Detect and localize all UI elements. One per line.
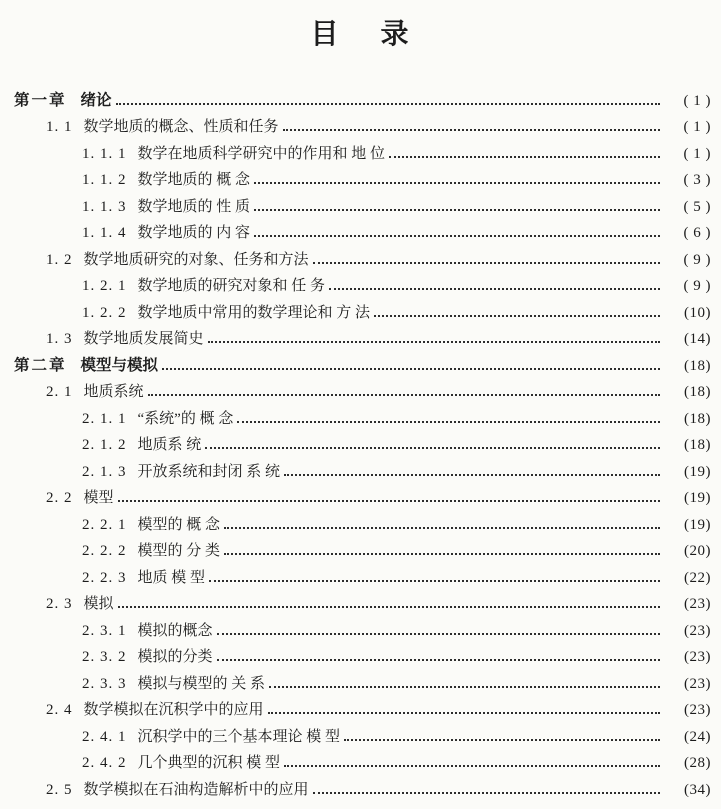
toc-entry bbox=[8, 190, 711, 217]
toc-entry bbox=[8, 720, 711, 747]
toc-entry-page: (18) bbox=[684, 437, 711, 453]
toc-entry bbox=[8, 455, 711, 482]
toc-entry-title: 数学地质研究的对象、任务和方法 bbox=[83, 251, 309, 268]
toc-entry bbox=[8, 217, 711, 244]
toc-entry bbox=[8, 164, 711, 191]
toc-entry bbox=[8, 747, 711, 774]
toc-entry-number: 2. 4. 1 bbox=[82, 728, 127, 745]
toc-entry-page: ( 3 ) bbox=[683, 172, 711, 188]
toc-entry-page: (23) bbox=[684, 649, 711, 665]
toc-entry-page: (34) bbox=[684, 781, 711, 798]
toc-entry bbox=[8, 84, 711, 111]
toc-entry bbox=[8, 376, 711, 403]
toc-entry-page: (22) bbox=[684, 569, 711, 586]
toc-entry-page: (19) bbox=[684, 463, 711, 480]
toc-entry-title: 数学地质发展简史 bbox=[83, 331, 204, 347]
toc-entry bbox=[8, 482, 711, 509]
toc-entry-number: 2. 3. 1 bbox=[82, 622, 127, 639]
dot-leader bbox=[254, 209, 660, 211]
toc-entry-page: (10) bbox=[684, 304, 711, 321]
toc-entry-number: 1. 1. 2 bbox=[82, 172, 127, 188]
toc-entry-page: ( 9 ) bbox=[683, 251, 711, 268]
toc-entry bbox=[8, 694, 711, 721]
dot-leader bbox=[374, 315, 660, 317]
dot-leader bbox=[283, 129, 660, 131]
dot-leader bbox=[254, 235, 660, 237]
toc-entry-page: (18) bbox=[684, 384, 711, 400]
toc-entry bbox=[8, 773, 711, 800]
toc-entry-title: 几个典型的沉积 模 型 bbox=[137, 755, 281, 771]
toc-entry-number: 2. 3. 2 bbox=[82, 649, 127, 665]
toc-entry-title: 数学地质的概念、性质和任务 bbox=[83, 119, 279, 135]
toc-entry bbox=[8, 429, 711, 456]
toc-entry-title: 模型与模拟 bbox=[80, 356, 159, 374]
toc-entry-page: (23) bbox=[684, 675, 711, 692]
toc-entry-page: (18) bbox=[684, 357, 711, 374]
dot-leader bbox=[329, 288, 660, 290]
toc-entry-page: ( 1 ) bbox=[683, 119, 711, 135]
dot-leader bbox=[148, 394, 660, 396]
toc-entry-number: 2. 2. 1 bbox=[82, 516, 127, 533]
dot-leader bbox=[313, 262, 660, 264]
toc-entry-number: 1. 1. 3 bbox=[82, 198, 127, 215]
toc-entry bbox=[8, 323, 711, 350]
toc-entry-title: 模拟的分类 bbox=[137, 649, 213, 665]
toc-entry-title: 模型 bbox=[83, 490, 114, 506]
toc-entry bbox=[8, 402, 711, 429]
toc-entry-title: 模拟的概念 bbox=[137, 622, 213, 639]
dot-leader bbox=[162, 368, 660, 370]
dot-leader bbox=[217, 659, 660, 661]
toc-entry-title: 数学地质的 内 容 bbox=[137, 225, 251, 241]
dot-leader bbox=[224, 527, 660, 529]
dot-leader bbox=[269, 686, 660, 688]
toc-entry-number: 1. 3 bbox=[46, 331, 73, 347]
toc-entry-number: 1. 1 bbox=[46, 119, 73, 135]
toc-entry-number: 2. 2. 3 bbox=[82, 569, 127, 586]
toc-entry bbox=[8, 243, 711, 270]
dot-leader bbox=[217, 633, 660, 635]
toc-entry bbox=[8, 561, 711, 588]
toc-entry-page: (20) bbox=[684, 543, 711, 559]
toc-entry-title: 数学模拟在沉积学中的应用 bbox=[83, 702, 264, 718]
toc-entry-page: (23) bbox=[684, 702, 711, 718]
toc-entry bbox=[8, 508, 711, 535]
toc-entry-title: 地质系 统 bbox=[137, 437, 202, 453]
toc-entry bbox=[8, 641, 711, 668]
toc-entry-title: 数学在地质科学研究中的作用和 地 位 bbox=[137, 145, 386, 162]
toc-entry-title: 数学地质的研究对象和 任 务 bbox=[137, 278, 326, 294]
toc-entry-page: (18) bbox=[684, 410, 711, 427]
dot-leader bbox=[118, 500, 660, 502]
toc-entry bbox=[8, 667, 711, 694]
toc-entry bbox=[8, 588, 711, 615]
toc-entry-number: 1. 1. 4 bbox=[82, 225, 127, 241]
toc-entry-title: 绪论 bbox=[80, 91, 112, 109]
toc-entry-number: 2. 1 bbox=[46, 384, 73, 400]
dot-leader bbox=[389, 156, 660, 158]
toc-entry-page: ( 1 ) bbox=[683, 145, 711, 162]
toc-entry-page: ( 9 ) bbox=[683, 278, 711, 294]
toc-entry-number: 第一章 bbox=[14, 91, 67, 109]
toc-entry-page: ( 6 ) bbox=[683, 225, 711, 241]
toc-entry-number: 2. 1. 3 bbox=[82, 463, 127, 480]
toc-entry-page: (23) bbox=[684, 622, 711, 639]
dot-leader bbox=[284, 765, 660, 767]
dot-leader bbox=[224, 553, 660, 555]
dot-leader bbox=[344, 739, 660, 741]
dot-leader bbox=[209, 580, 660, 582]
dot-leader bbox=[118, 606, 660, 608]
page-title: 目 录 bbox=[310, 19, 409, 50]
toc-entry-title: 模型的 概 念 bbox=[137, 516, 221, 533]
toc-entry-title: 数学地质的 概 念 bbox=[137, 172, 251, 188]
dot-leader bbox=[205, 447, 660, 449]
toc-entry-title: “系统”的 概 念 bbox=[137, 410, 234, 427]
toc-entry bbox=[8, 535, 711, 562]
toc-entry-title: 模拟 bbox=[83, 596, 114, 612]
toc-entry bbox=[8, 111, 711, 138]
dot-leader bbox=[313, 792, 660, 794]
toc-entry-number: 1. 2 bbox=[46, 251, 73, 268]
toc-entry bbox=[8, 349, 711, 376]
toc-entry-number: 2. 1. 1 bbox=[82, 410, 127, 427]
toc-entry-page: ( 1 ) bbox=[683, 92, 711, 109]
toc-entry-title: 数学地质的 性 质 bbox=[137, 198, 251, 215]
toc-entry-number: 2. 1. 2 bbox=[82, 437, 127, 453]
toc-entry-number: 2. 3. 3 bbox=[82, 675, 127, 692]
toc-entry-title: 数学模拟在石油构造解析中的应用 bbox=[83, 781, 309, 798]
toc-entry-number: 第二章 bbox=[14, 356, 67, 374]
toc-entry-number: 2. 5 bbox=[46, 781, 73, 798]
dot-leader bbox=[268, 712, 660, 714]
toc-entry-number: 1. 2. 2 bbox=[82, 304, 127, 321]
toc-entry-page: (24) bbox=[684, 728, 711, 745]
dot-leader bbox=[116, 103, 660, 105]
toc-entry-title: 地质系统 bbox=[83, 384, 144, 400]
toc-entry-number: 1. 1. 1 bbox=[82, 145, 127, 162]
toc-entry bbox=[8, 270, 711, 297]
toc-entry-page: (28) bbox=[684, 755, 711, 771]
toc-entry-page: (14) bbox=[684, 331, 711, 347]
toc-entry-title: 开放系统和封闭 系 统 bbox=[137, 463, 281, 480]
toc-entry bbox=[8, 137, 711, 164]
toc-entry-number: 2. 2 bbox=[46, 490, 73, 506]
toc-entry-title: 数学地质中常用的数学理论和 方 法 bbox=[137, 304, 371, 321]
dot-leader bbox=[237, 421, 660, 423]
dot-leader bbox=[208, 341, 660, 343]
toc-entry-number: 2. 3 bbox=[46, 596, 73, 612]
toc-entry-page: (19) bbox=[684, 516, 711, 533]
toc-entry bbox=[8, 614, 711, 641]
toc-entry-number: 2. 4. 2 bbox=[82, 755, 127, 771]
toc-entry-number: 2. 2. 2 bbox=[82, 543, 127, 559]
toc-entry-number: 2. 4 bbox=[46, 702, 73, 718]
toc-entry-number: 1. 2. 1 bbox=[82, 278, 127, 294]
dot-leader bbox=[284, 474, 660, 476]
toc-entry-page: ( 5 ) bbox=[683, 198, 711, 215]
toc-entry-title: 沉积学中的三个基本理论 模 型 bbox=[137, 728, 341, 745]
toc-entry-title: 模型的 分 类 bbox=[137, 543, 221, 559]
toc-entry-title: 地质 模 型 bbox=[137, 569, 206, 586]
toc-list bbox=[8, 84, 711, 800]
toc-entry-page: (23) bbox=[684, 596, 711, 612]
toc-entry-title: 模拟与模型的 关 系 bbox=[137, 675, 266, 692]
toc-entry-page: (19) bbox=[684, 490, 711, 506]
toc-entry bbox=[8, 296, 711, 323]
dot-leader bbox=[254, 182, 660, 184]
